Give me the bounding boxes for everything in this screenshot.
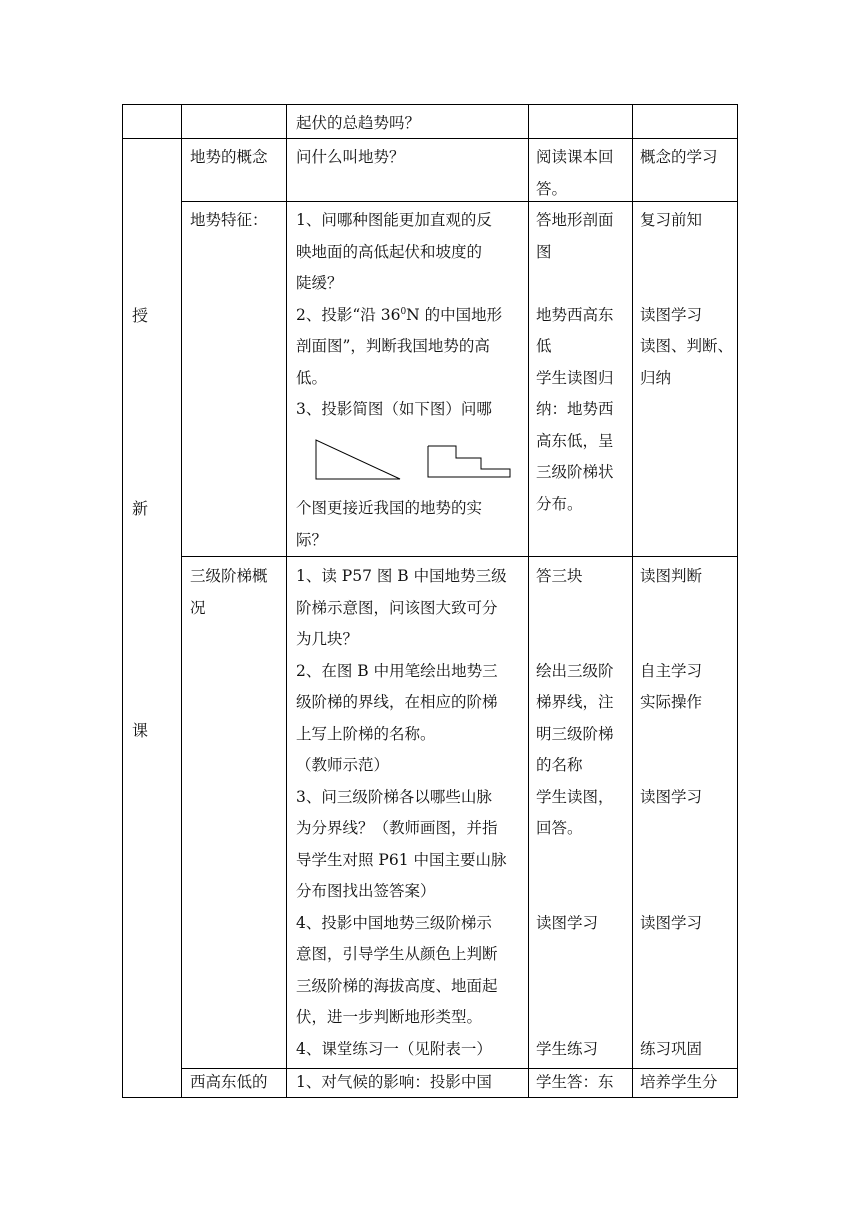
row1-topic: 地势的概念 <box>190 148 268 166</box>
row1-intent: 概念的学习 <box>640 148 718 166</box>
triangle-slope-figure <box>316 440 400 479</box>
row2-student: 答地形剖面 图 地势西高东 低 学生读图归 纳：地势西 高东低，呈 三级阶梯状 分布。 <box>536 211 614 513</box>
side-label-char-1: 授 <box>132 306 149 325</box>
row4-content: 1、对气候的影响：投影中国 <box>296 1073 492 1091</box>
row2-intent: 复习前知 读图学习 读图、判断、 归纳 <box>640 211 734 387</box>
row2-content: 1、问哪种图能更加直观的反 映地面的高低起伏和坡度的 陡缓？ 2、投影“沿 $36^0N$ 的中国地形 剖面图”，判断我国地势的高 低。 3、投影简图（如下图）问哪 <box>296 211 503 418</box>
row3-topic: 三级阶梯概 况 <box>190 567 268 617</box>
step-terrain-figure <box>428 446 510 477</box>
row2-content-projection-line: 2、投影“沿 $36^0N$ 的中国地形 <box>296 305 503 324</box>
side-label-char-2: 新 <box>132 499 149 518</box>
row0-content: 起伏的总趋势吗？ <box>296 114 421 132</box>
row4-topic: 西高东低的 <box>190 1073 268 1091</box>
row2-topic: 地势特征： <box>190 211 268 229</box>
row4-intent: 培养学生分 <box>640 1073 718 1091</box>
row1-student: 阅读课本回 答。 <box>536 148 614 198</box>
row1-content: 问什么叫地势？ <box>296 148 405 166</box>
row3-student: 答三块 绘出三级阶 梯界线，注 明三级阶梯 的名称 学生读图， 回答。 读图学习 学生练习 <box>536 567 614 1058</box>
side-label-char-3: 课 <box>132 721 149 740</box>
row4-student: 学生答：东 <box>536 1073 614 1091</box>
row2-content-cont: 个图更接近我国的地势的实 际？ <box>296 499 483 549</box>
terrain-slope-figures <box>306 436 526 486</box>
row3-content: 1、读 P57 图 B 中国地势三级 阶梯示意图，问该图大致可分 为几块？ 2、在图 B 中用笔绘出地势三 级阶梯的界线，在相应的阶梯 上写上阶梯的名称。 （教师示范） 3、问三级阶梯各以哪些山脉 为分界线？（教师画图，并指 导学生对照 P61 中国主要山脉 分布图找出签答案） 4、投影中国地势三级阶梯示 意图，引导学生从颜色上判断 三级阶梯的海拔高度、地面起 伏，进一步判断地形类型。 4、课堂练习一（见附表一） <box>296 567 507 1058</box>
row3-intent: 读图判断 自主学习 实际操作 读图学习 读图学习 练习巩固 <box>640 567 703 1058</box>
